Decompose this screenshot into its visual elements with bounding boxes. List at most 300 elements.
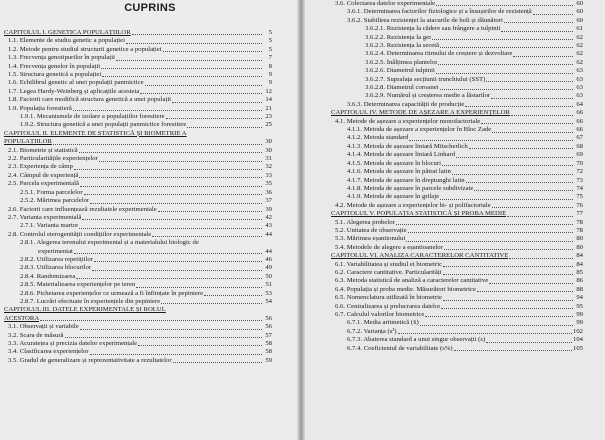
toc-leader-dots <box>440 199 573 200</box>
toc-leader-dots <box>509 258 573 259</box>
toc-entry <box>331 143 583 151</box>
toc-leader-dots <box>173 362 262 363</box>
toc-entry-title: 2.3. Experiența de câmp <box>8 163 73 171</box>
toc-entry-title: 1.1. Elemente de studiu genetic a populației <box>8 37 125 45</box>
toc-leader-dots <box>74 253 262 254</box>
toc-entry-title: 2.7.1. Varianta martor <box>20 222 79 230</box>
toc-entry-title: 1.6. Echilibrul genetic al unei populații panmictice <box>8 79 144 87</box>
toc-leader-dots <box>79 152 262 153</box>
toc-entry-title: 5.4. Metodele de alegere a eșantioanelor <box>335 243 443 251</box>
toc-entry-page: 80 <box>576 235 583 243</box>
toc-entry-page: 60 <box>576 8 583 16</box>
toc-leader-dots <box>474 190 573 191</box>
toc-entry-title: 3.4. Clasificarea experiențelor <box>8 348 89 356</box>
toc-entry-page: 58 <box>265 348 272 356</box>
toc-entry <box>4 323 272 331</box>
toc-leader-dots <box>79 228 262 229</box>
toc-left-column <box>4 29 272 365</box>
toc-entry <box>4 189 272 197</box>
toc-entry-title: experimentat <box>38 247 73 255</box>
toc-leader-dots <box>492 132 573 133</box>
toc-entry-page: 36 <box>265 188 272 196</box>
toc-entry-title: CAPITOLUL III. DATELE EXPERIMENTALE ȘI ROLUL <box>4 306 166 314</box>
toc-entry <box>331 84 583 92</box>
toc-entry <box>331 219 583 227</box>
toc-leader-dots <box>92 270 262 271</box>
toc-entry-page: 88 <box>576 285 583 293</box>
toc-entry-page: 44 <box>265 247 272 255</box>
toc-entry-title: 2.4. Câmpul de experiență <box>8 171 79 179</box>
toc-entry <box>4 248 272 256</box>
toc-entry-title: 2.2. Particularitățile experiențelor <box>8 155 98 163</box>
toc-entry-title: 4.1.9. Metoda de așezare în grilaje <box>347 193 440 201</box>
toc-leader-dots <box>398 333 572 334</box>
toc-entry-title: 3.6.1. Determinarea factorilor fiziologice și a însușirilor de rezistență <box>347 8 532 16</box>
book-gutter <box>297 0 305 440</box>
toc-entry <box>331 101 583 109</box>
toc-entry-page: 5 <box>268 37 272 45</box>
toc-entry <box>331 118 583 126</box>
toc-entry-title: 3.6.2.7. Suprafața secțiunii trunchiului (SST) <box>365 75 486 83</box>
toc-entry-page: 76 <box>576 201 583 209</box>
toc-entry-title: 1.8. Factorii care modifică structura genetică a unei populații <box>8 96 172 104</box>
toc-leader-dots <box>513 56 573 57</box>
toc-leader-dots <box>140 93 262 94</box>
toc-leader-dots <box>79 177 262 178</box>
toc-entry-title: 4.1.8. Metoda de așezare în parcele subdivizate <box>347 184 474 192</box>
toc-entry <box>4 340 272 348</box>
toc-leader-dots <box>486 342 572 343</box>
toc-leader-dots <box>396 224 573 225</box>
toc-entry-page: 66 <box>576 117 583 125</box>
toc-entry-page: 75 <box>576 193 583 201</box>
toc-entry-title: 4.1.4. Metoda de așezare liniară Linhard <box>347 151 456 159</box>
toc-entry-page: 49 <box>265 264 272 272</box>
toc-leader-dots <box>80 329 262 330</box>
toc-entry <box>331 25 583 33</box>
toc-entry <box>331 135 583 143</box>
toc-entry-title: POPULAȚIILOR <box>4 138 52 146</box>
toc-entry-page: 30 <box>265 146 272 154</box>
toc-leader-dots <box>408 232 574 233</box>
toc-entry <box>4 63 272 71</box>
toc-leader-dots <box>443 300 573 301</box>
toc-entry-page: 60 <box>576 16 583 24</box>
toc-entry-page: 23 <box>265 113 272 121</box>
toc-leader-dots <box>187 127 262 128</box>
toc-entry <box>4 348 272 356</box>
toc-entry-title: 1.9. Populația forestieră <box>8 104 72 112</box>
toc-entry-page: 62 <box>576 58 583 66</box>
toc-entry <box>331 345 583 353</box>
toc-entry-title: 2.8.4. Randomizarea <box>20 272 76 280</box>
toc-entry-page: 66 <box>576 109 583 117</box>
toc-entry-title: 3.6.2.6. Diametrul tulpinii <box>365 67 435 75</box>
toc-entry <box>331 328 583 336</box>
toc-leader-dots <box>443 274 573 275</box>
toc-entry-page: 77 <box>576 210 583 218</box>
toc-entry <box>4 231 272 239</box>
toc-entry-page: 59 <box>265 356 272 364</box>
toc-entry-page: 31 <box>265 155 272 163</box>
toc-leader-dots <box>73 110 262 111</box>
toc-right-column <box>331 0 583 353</box>
toc-entry-title: 2.8.6. Pichetarea experiențelor ce urmează a fi înființate în pepiniere <box>20 289 204 297</box>
toc-entry-page: 43 <box>265 222 272 230</box>
toc-entry-title: 6.6. Centralizarea și prelucrarea datelor <box>335 302 441 310</box>
toc-entry-title: 3.6.2.5. Înălțimea plantelor <box>365 58 438 66</box>
toc-entry <box>331 17 583 25</box>
toc-chapter-entry <box>4 138 272 146</box>
toc-entry-page: 51 <box>265 281 272 289</box>
toc-entry <box>331 92 583 100</box>
toc-entry-title: 2.5.1. Forma parcelelor <box>20 188 83 196</box>
toc-entry-page: 95 <box>576 302 583 310</box>
toc-entry-page: 42 <box>265 213 272 221</box>
toc-leader-dots <box>469 148 573 149</box>
toc-entry-title: 3.6.2.1. Rezistența la cădere sau frângere a tulpinii <box>365 25 501 33</box>
toc-entry-title: 6.3. Metoda statistică de analiză a caracterelor cantitative <box>335 277 489 285</box>
toc-entry <box>331 202 583 210</box>
toc-entry-title: 2.1. Biometrie și statistică <box>8 146 78 154</box>
toc-entry-title: 5.3. Mărimea eșantionului <box>335 235 406 243</box>
toc-entry <box>4 96 272 104</box>
toc-leader-dots <box>492 207 573 208</box>
toc-entry-title: 2.7. Varianta experimentală <box>8 213 82 221</box>
toc-entry-title: 2.8.2. Utilizarea repetițiilor <box>20 255 93 263</box>
toc-entry-title: 4.1.2. Metoda standard <box>347 134 409 142</box>
toc-leader-dots <box>132 34 262 35</box>
toc-leader-dots <box>442 165 573 166</box>
toc-leader-dots <box>436 5 573 6</box>
toc-entry-page: 30 <box>265 138 272 146</box>
toc-entry-title: 4.1.3. Metoda de așezare liniară Mitscherlich <box>347 142 468 150</box>
toc-entry-title: 6.7.2. Varianța (s²) <box>347 327 397 335</box>
toc-entry-page: 99 <box>576 311 583 319</box>
toc-entry <box>4 37 272 45</box>
toc-entry <box>4 273 272 281</box>
toc-entry-title: CAPITOLUL VI. ANALIZA CARACTERELOR CANTITATIVE <box>331 252 509 260</box>
toc-entry <box>331 235 583 243</box>
toc-entry-page: 50 <box>265 272 272 280</box>
toc-leader-dots <box>511 115 573 116</box>
toc-entry-page: 94 <box>576 294 583 302</box>
toc-entry-page: 73 <box>576 176 583 184</box>
toc-leader-dots <box>163 51 262 52</box>
toc-entry-title: 3.6.3. Determinarea capacității de producție <box>347 100 465 108</box>
toc-chapter-entry <box>331 109 583 117</box>
toc-entry-page: 74 <box>576 184 583 192</box>
toc-entry <box>331 177 583 185</box>
toc-leader-dots <box>466 182 573 183</box>
toc-entry-title: 1.2. Metode pentru studiul structurii genetice a populației <box>8 45 162 53</box>
toc-entry-page: 61 <box>576 25 583 33</box>
toc-leader-dots <box>99 161 262 162</box>
toc-leader-dots <box>76 278 262 279</box>
left-page <box>0 0 300 440</box>
toc-leader-dots <box>504 22 573 23</box>
toc-chapter-entry <box>4 306 272 314</box>
toc-entry <box>4 164 272 172</box>
toc-entry-page: 63 <box>576 92 583 100</box>
toc-leader-dots <box>409 140 573 141</box>
toc-entry <box>4 281 272 289</box>
toc-entry <box>4 88 272 96</box>
toc-entry-page: 56 <box>265 323 272 331</box>
toc-leader-dots <box>481 123 573 124</box>
toc-chapter-entry <box>331 252 583 260</box>
toc-leader-dots <box>161 303 262 304</box>
toc-entry-page: 78 <box>576 226 583 234</box>
toc-entry <box>331 227 583 235</box>
toc-entry-title: 1.4. Frecvența genelor în populații <box>8 62 101 70</box>
toc-entry-title: 4.1.6. Metoda de așezare în pătrat latin <box>347 168 451 176</box>
toc-entry-page: 102 <box>572 327 583 335</box>
toc-entry <box>4 264 272 272</box>
toc-leader-dots <box>507 216 573 217</box>
toc-entry-page: 66 <box>576 126 583 134</box>
toc-entry-page: 69 <box>576 151 583 159</box>
toc-entry-title: 3.5. Gradul de generalizare și reprezentativitate a rezultatelor <box>8 356 172 364</box>
toc-entry-title: 6.2. Caractere cantitative. Particularități <box>335 268 442 276</box>
toc-entry-title: 1.9.2. Structura genetică a unei populații panmictice forestiere <box>20 121 187 129</box>
toc-entry-page: 84 <box>576 260 583 268</box>
toc-entry-page: 104 <box>572 336 583 344</box>
toc-entry-page: 44 <box>265 230 272 238</box>
toc-entry-page: 5 <box>268 45 272 53</box>
toc-leader-dots <box>166 118 262 119</box>
toc-entry-title: 6.4. Populația și proba medie. Măsurători biometrice <box>335 285 476 293</box>
toc-leader-dots <box>158 211 262 212</box>
toc-leader-dots <box>533 14 573 15</box>
toc-leader-dots <box>136 287 262 288</box>
toc-entry-page: 105 <box>572 344 583 352</box>
toc-entry-page: 54 <box>265 297 272 305</box>
toc-entry-title: 6.7.4. Coeficientul de variabilitate (s%) <box>347 344 453 352</box>
toc-entry-page: 37 <box>265 197 272 205</box>
toc-entry-title: CAPITOLUL V. POPULAȚIA STATISTICĂ ȘI PROBA MEDIE <box>331 210 507 218</box>
toc-leader-dots <box>436 73 573 74</box>
toc-entry <box>331 8 583 16</box>
toc-entry-title: 3.2. Scara de măsură <box>8 331 64 339</box>
toc-entry-title: 4.2. Metode de așezare a experiențelor bi- și polifactoriale <box>335 201 491 209</box>
toc-leader-dots <box>452 174 573 175</box>
toc-entry <box>331 286 583 294</box>
toc-entry <box>4 206 272 214</box>
toc-leader-dots <box>491 98 573 99</box>
toc-entry-title: 2.8. Controlul eterogenității condițiilor experimentale <box>8 230 152 238</box>
toc-entry <box>4 46 272 54</box>
toc-entry-title: 2.5.2. Mărimea parcelelor <box>20 197 90 205</box>
toc-entry-page: 39 <box>265 205 272 213</box>
toc-entry-page: 9 <box>268 79 272 87</box>
toc-entry <box>4 214 272 222</box>
toc-entry-title: 3.6.2.3. Rezistența la secetă <box>365 42 440 50</box>
toc-entry-page: 63 <box>576 75 583 83</box>
toc-entry-title: 1.5. Structura genetică a populației <box>8 71 102 79</box>
toc-entry-title: 5.1. Alegerea probelor <box>335 218 395 226</box>
toc-entry-page: 70 <box>576 159 583 167</box>
toc-leader-dots <box>102 76 262 77</box>
toc-entry <box>331 126 583 134</box>
toc-entry <box>4 71 272 79</box>
toc-entry-page: 72 <box>576 168 583 176</box>
toc-entry <box>331 277 583 285</box>
toc-entry <box>4 332 272 340</box>
toc-entry-title: 3.3. Acuratețea și precizia datelor experimentale <box>8 340 138 348</box>
toc-chapter-entry <box>4 130 272 138</box>
toc-entry-title: 2.8.3. Utilizarea blocurilor <box>20 264 92 272</box>
toc-entry-title: 3.1. Observații și variabile <box>8 323 79 331</box>
toc-entry-page: 57 <box>265 331 272 339</box>
toc-entry-title: 6.5. Nomenclatura utilizată în biometrie <box>335 294 442 302</box>
toc-entry-title: 3.6.2.2. Rezistența la ger <box>365 33 432 41</box>
toc-entry-title: 2.8.5. Materializarea experiențelor pe teren <box>20 281 136 289</box>
toc-entry-title: 3.6.2.8. Diametrul coroanei <box>365 84 439 92</box>
toc-entry-page: 62 <box>576 42 583 50</box>
toc-entry-title: CAPITOLUL I. GENETICA POPULAȚIILOR <box>4 28 131 36</box>
toc-entry <box>331 185 583 193</box>
toc-entry-page: 64 <box>576 100 583 108</box>
toc-entry <box>4 54 272 62</box>
toc-entry-page: 78 <box>576 218 583 226</box>
toc-entry <box>331 261 583 269</box>
toc-entry-title: 1.9.1. Mecanismele de izolare a populațiilor forestiere <box>20 113 165 121</box>
toc-leader-dots <box>84 194 262 195</box>
toc-entry <box>331 151 583 159</box>
toc-entry <box>331 0 583 8</box>
toc-leader-dots <box>438 64 573 65</box>
toc-leader-dots <box>443 266 573 267</box>
toc-entry-page: 63 <box>576 67 583 75</box>
toc-entry <box>4 105 272 113</box>
toc-entry-page: 33 <box>265 171 272 179</box>
toc-entry <box>331 294 583 302</box>
toc-entry-page: 80 <box>576 243 583 251</box>
toc-entry-title: 1.7. Legea Hardy-Weinberg și aplicațiile acesteia <box>8 87 140 95</box>
toc-entry-title: 1.3. Frecvența genotipurilor în populații <box>8 54 115 62</box>
toc-entry <box>331 168 583 176</box>
toc-entry <box>4 172 272 180</box>
toc-leader-dots <box>440 89 573 90</box>
toc-heading: CUPRINS <box>124 2 176 14</box>
toc-leader-dots <box>454 350 572 351</box>
toc-entry <box>331 160 583 168</box>
toc-leader-dots <box>425 316 573 317</box>
toc-leader-dots <box>501 31 573 32</box>
toc-entry <box>331 303 583 311</box>
toc-entry-page: 25 <box>265 121 272 129</box>
toc-entry-title: 2.8.7. Lucrări efectuate în experiențele din pepiniere <box>20 297 161 305</box>
toc-chapter-entry <box>4 29 272 37</box>
toc-entry-title: ACESTORA <box>4 314 40 322</box>
toc-entry-page: 62 <box>576 50 583 58</box>
toc-leader-dots <box>65 337 262 338</box>
toc-leader-dots <box>126 43 262 44</box>
toc-entry <box>4 256 272 264</box>
toc-entry-page: 46 <box>265 255 272 263</box>
toc-entry-title: 6.7.3. Abaterea standard a unui singur observații (s) <box>347 336 486 344</box>
toc-leader-dots <box>101 68 262 69</box>
toc-entry-page: 14 <box>265 96 272 104</box>
toc-entry-page: 58 <box>265 340 272 348</box>
toc-leader-dots <box>406 241 573 242</box>
toc-entry <box>4 357 272 365</box>
toc-entry-page: 63 <box>576 84 583 92</box>
toc-entry <box>331 67 583 75</box>
toc-entry <box>331 311 583 319</box>
toc-entry-page: 53 <box>265 289 272 297</box>
toc-entry-title: 2.6. Factorii care influențează rezultatele experimentale <box>8 205 157 213</box>
toc-leader-dots <box>90 203 262 204</box>
toc-leader-dots <box>145 85 262 86</box>
toc-entry-page: 85 <box>576 268 583 276</box>
toc-entry-title: 5.2. Unitatea de observație <box>335 226 407 234</box>
toc-entry-title: 3.6.2. Stabilirea rezistenței la atacurile de boli și dăunători <box>347 16 503 24</box>
toc-entry <box>4 239 272 247</box>
toc-entry <box>4 121 272 129</box>
toc-entry-page: 84 <box>576 252 583 260</box>
toc-entry-page: 60 <box>576 0 583 7</box>
toc-chapter-entry <box>331 210 583 218</box>
toc-entry-page: 5 <box>268 28 272 36</box>
toc-entry-title: CAPITOLUL IV. METODE DE AȘEZARE A EXPERIENȚELOR <box>331 109 511 117</box>
toc-leader-dots <box>204 295 262 296</box>
toc-leader-dots <box>152 236 262 237</box>
toc-entry <box>331 42 583 50</box>
toc-leader-dots <box>486 81 573 82</box>
toc-entry-title: 6.7.1. Media aritmetică (x̄) <box>347 319 419 327</box>
toc-entry <box>4 298 272 306</box>
toc-entry-page: 86 <box>576 277 583 285</box>
toc-leader-dots <box>465 106 573 107</box>
toc-leader-dots <box>477 291 573 292</box>
toc-entry-page: 67 <box>576 134 583 142</box>
toc-entry-title: 2.5. Parcela experimentală <box>8 180 79 188</box>
toc-entry <box>4 290 272 298</box>
toc-entry-title: 3.6.2.9. Numărul și creșterea medie a lăstarilor <box>365 92 491 100</box>
toc-entry <box>331 59 583 67</box>
toc-entry-title: 4.1.5. Metoda de așezare în blocuri <box>347 159 441 167</box>
toc-entry <box>331 244 583 252</box>
toc-leader-dots <box>444 249 573 250</box>
toc-entry <box>4 147 272 155</box>
toc-entry-page: 56 <box>265 314 272 322</box>
toc-entry <box>331 269 583 277</box>
toc-entry <box>331 76 583 84</box>
toc-chapter-entry <box>4 315 272 323</box>
toc-entry-page: 99 <box>576 319 583 327</box>
toc-entry <box>331 34 583 42</box>
toc-entry-page: 9 <box>268 71 272 79</box>
toc-leader-dots <box>53 144 262 145</box>
toc-leader-dots <box>440 47 573 48</box>
toc-entry-page: 7 <box>268 54 272 62</box>
toc-entry <box>331 193 583 201</box>
toc-entry-title: 3.6.2.4. Determinarea ritmului de creștere și dezvoltare <box>365 50 513 58</box>
toc-leader-dots <box>456 157 573 158</box>
toc-leader-dots <box>94 261 262 262</box>
toc-entry-page: 12 <box>265 87 272 95</box>
toc-leader-dots <box>420 325 573 326</box>
toc-entry <box>4 180 272 188</box>
toc-leader-dots <box>432 39 573 40</box>
toc-entry-title: 2.8.1. Alegerea terenului experimental și a materialului biologic de <box>20 239 199 247</box>
right-page <box>300 0 605 440</box>
toc-entry <box>331 336 583 344</box>
toc-entry-page: 62 <box>576 33 583 41</box>
toc-entry-page: 21 <box>265 104 272 112</box>
